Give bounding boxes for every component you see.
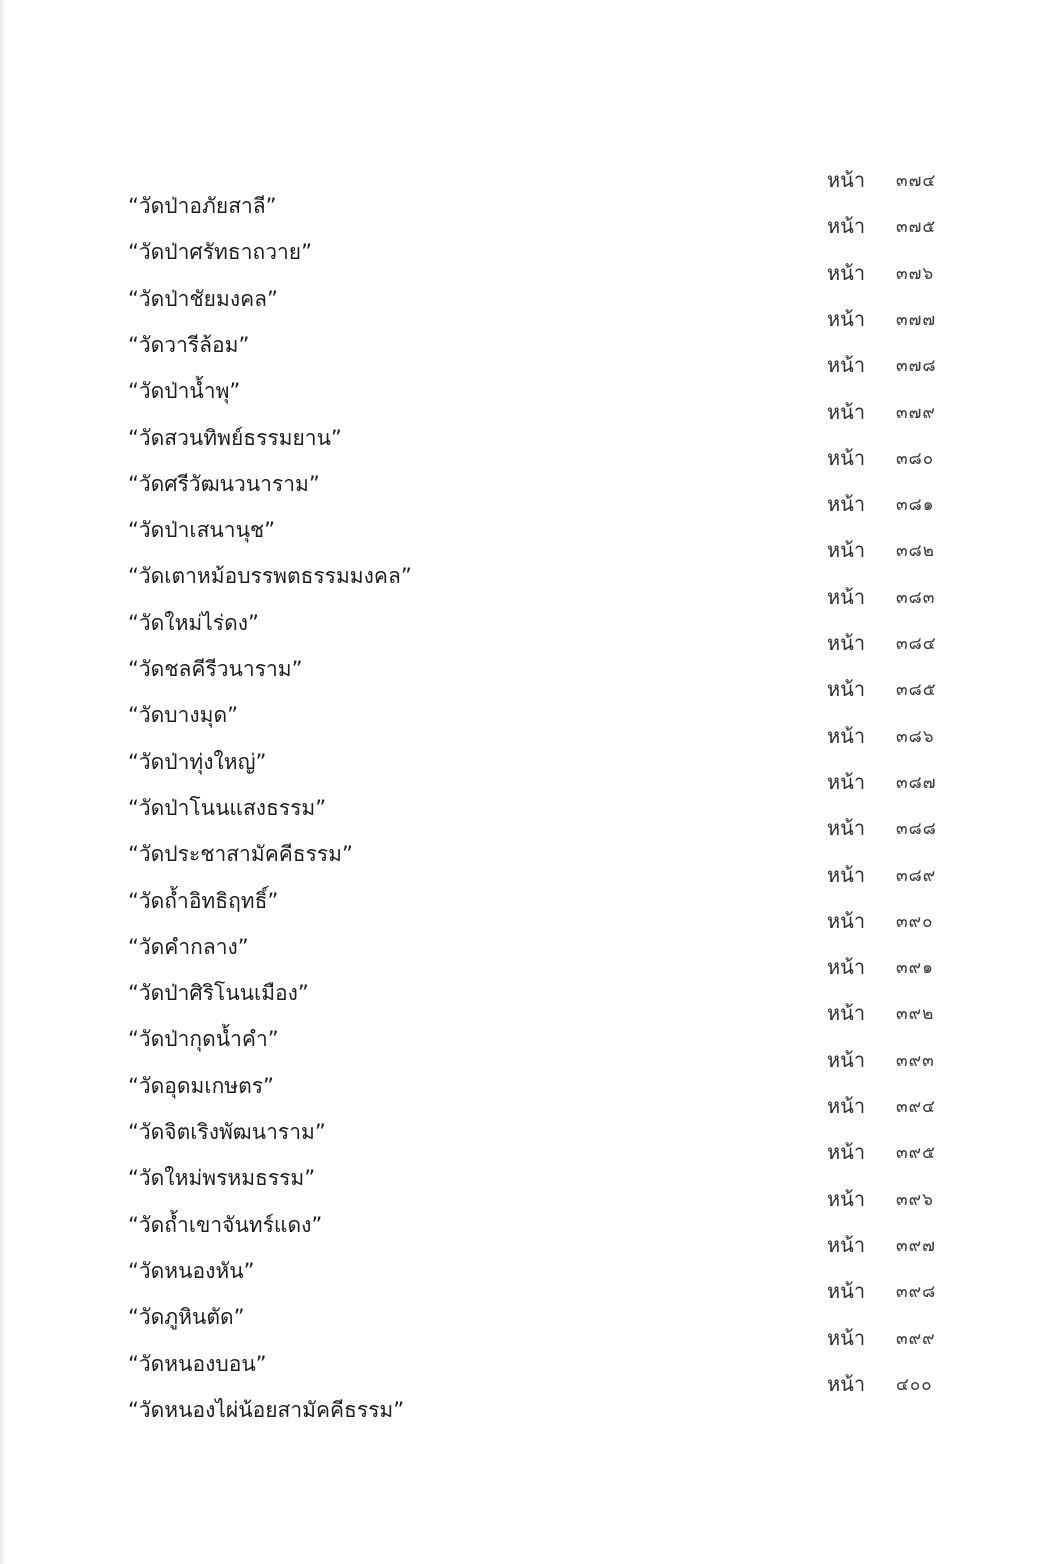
- toc-entry-page-label: หน้า: [827, 1140, 866, 1164]
- toc-entry-title: “วัดอุดมเกษตร”: [128, 1074, 274, 1098]
- toc-entry: [0, 863, 1047, 913]
- toc-entry: [0, 770, 1047, 820]
- toc-entry-page-label: หน้า: [827, 1094, 866, 1118]
- toc-entry: [0, 307, 1047, 357]
- toc-entry-page-number: ๓๙๙: [896, 1329, 936, 1349]
- toc-entry-page-label: หน้า: [827, 1048, 866, 1072]
- toc-entry-page-label: หน้า: [827, 909, 866, 933]
- toc-entry: [0, 816, 1047, 866]
- toc-entry-page-number: ๓๙๖: [896, 1190, 934, 1210]
- toc-entry-page-number: ๓๙๔: [896, 1097, 936, 1117]
- toc-entry-title: “วัดป่าศิริโนนเมือง”: [128, 981, 309, 1005]
- toc-entry-page-number: ๓๙๓: [896, 1051, 935, 1071]
- toc-entry: [0, 214, 1047, 264]
- toc-entry-page-number: ๔๐๐: [896, 1375, 933, 1395]
- toc-entry-page-label: หน้า: [827, 214, 866, 238]
- toc-entry: [0, 724, 1047, 774]
- toc-entry-page-number: ๓๘๕: [896, 680, 937, 700]
- toc-entry-page-label: หน้า: [827, 261, 866, 285]
- toc-entry: [0, 1279, 1047, 1329]
- toc-entry-page-label: หน้า: [827, 816, 866, 840]
- toc-entry-page-label: หน้า: [827, 446, 866, 470]
- toc-entry: [0, 955, 1047, 1005]
- toc-entry-page-number: ๓๗๖: [896, 264, 935, 284]
- toc-entry-page-number: ๓๘๘: [896, 819, 937, 839]
- toc-entry: [0, 261, 1047, 311]
- toc-entry-page-number: ๓๘๑: [896, 495, 935, 515]
- toc-entry: [0, 168, 1047, 218]
- toc-entry-title: “วัดหนองหัน”: [128, 1259, 255, 1283]
- toc-entry-title: “วัดภูหินตัด”: [128, 1305, 245, 1329]
- toc-entry-page-number: ๓๗๕: [896, 217, 937, 237]
- toc-entry-page-label: หน้า: [827, 724, 866, 748]
- toc-entry-page-label: หน้า: [827, 1187, 866, 1211]
- toc-entry: [0, 1048, 1047, 1098]
- toc-entry-page-number: ๓๙๕: [896, 1143, 936, 1163]
- toc-entry-title: “วัดประชาสามัคคีธรรม”: [128, 842, 353, 866]
- toc-entry-page-label: หน้า: [827, 1279, 866, 1303]
- toc-entry-title: “วัดจิตเริงพัฒนาราม”: [128, 1120, 326, 1144]
- toc-entry-page-label: หน้า: [827, 353, 866, 377]
- toc-entry-title: “วัดใหม่พรหมธรรม”: [128, 1166, 316, 1190]
- toc-entry-title: “วัดถ้ำเขาจันทร์แดง”: [128, 1213, 323, 1237]
- toc-entry: [0, 1233, 1047, 1283]
- toc-entry: [0, 446, 1047, 496]
- toc-entry-page-label: หน้า: [827, 863, 866, 887]
- toc-entry-page-number: ๓๘๐: [896, 449, 935, 469]
- toc-entry-page-label: หน้า: [827, 631, 866, 655]
- toc-entry-page-number: ๓๘๗: [896, 773, 937, 793]
- toc-entry-title: “วัดป่าเสนานุช”: [128, 518, 276, 542]
- toc-entry: [0, 1094, 1047, 1144]
- toc-entry-page-number: ๓๗๙: [896, 403, 936, 423]
- toc-entry-title: “วัดใหม่ไร่ดง”: [128, 611, 259, 635]
- toc-entry-page-label: หน้า: [827, 168, 866, 192]
- toc-entry: [0, 400, 1047, 450]
- toc-entry-page-label: หน้า: [827, 585, 866, 609]
- toc-entry-page-number: ๓๙๐: [896, 912, 934, 932]
- toc-entry: [0, 538, 1047, 588]
- toc-entry: [0, 353, 1047, 403]
- toc-entry-title: “วัดป่าอภัยสาลี”: [128, 194, 277, 218]
- toc-entry: [0, 1372, 1047, 1422]
- toc-entry-page-number: ๓๘๖: [896, 727, 935, 747]
- toc-entry-title: “วัดป่าโนนแสงธรรม”: [128, 796, 327, 820]
- toc-entry-page-number: ๓๗๔: [896, 171, 937, 191]
- toc-entry-page-number: ๓๘๓: [896, 588, 936, 608]
- toc-entry-page-number: ๓๙๘: [896, 1282, 937, 1302]
- toc-entry-page-number: ๓๘๔: [896, 634, 937, 654]
- toc-entry-page-label: หน้า: [827, 955, 866, 979]
- toc-entry-page-number: ๓๙๗: [896, 1236, 936, 1256]
- toc-entry: [0, 585, 1047, 635]
- toc-entry-page-label: หน้า: [827, 770, 866, 794]
- toc-entry-title: “วัดบางมุด”: [128, 703, 239, 727]
- toc-entry-title: “วัดชลคีรีวนาราม”: [128, 657, 303, 681]
- toc-entry-page-label: หน้า: [827, 400, 866, 424]
- toc-entry-page-label: หน้า: [827, 1001, 866, 1025]
- toc-entry: [0, 631, 1047, 681]
- toc-entry-page-label: หน้า: [827, 492, 866, 516]
- toc-entry-title: “วัดวารีล้อม”: [128, 333, 250, 357]
- toc-entry-title: “วัดป่าชัยมงคล”: [128, 287, 278, 311]
- toc-entry-title: “วัดป่าศรัทธาถวาย”: [128, 240, 312, 264]
- toc-entry-page-label: หน้า: [827, 677, 866, 701]
- toc-entry-title: “วัดคำกลาง”: [128, 935, 249, 959]
- toc-entry-title: “วัดสวนทิพย์ธรรมยาน”: [128, 426, 342, 450]
- toc-entry-page-number: ๓๗๘: [896, 356, 937, 376]
- toc-entry-title: “วัดเตาหม้อบรรพตธรรมมงคล”: [128, 564, 412, 588]
- toc-entry-page-number: ๓๙๑: [896, 958, 934, 978]
- toc-entry: [0, 1001, 1047, 1051]
- toc-entry-page-label: หน้า: [827, 307, 866, 331]
- toc-entry-title: “วัดป่าน้ำพุ”: [128, 379, 241, 403]
- toc-entry-page-label: หน้า: [827, 1372, 866, 1396]
- toc-entry-page-number: ๓๘๒: [896, 541, 935, 561]
- toc-entry: [0, 909, 1047, 959]
- toc-entry-page-label: หน้า: [827, 538, 866, 562]
- toc-entry: [0, 1187, 1047, 1237]
- toc-entry: [0, 1326, 1047, 1376]
- toc-entry-title: “วัดป่าทุ่งใหญ่”: [128, 750, 267, 774]
- toc-entry-title: “วัดถ้ำอิทธิฤทธิ์”: [128, 889, 279, 913]
- toc-entry-page-label: หน้า: [827, 1233, 866, 1257]
- toc-entry-title: “วัดศรีวัฒนวนาราม”: [128, 472, 320, 496]
- toc-entry-title: “วัดหนองไผ่น้อยสามัคคีธรรม”: [128, 1398, 405, 1422]
- toc-entry: [0, 677, 1047, 727]
- toc-entry-page-label: หน้า: [827, 1326, 866, 1350]
- toc-entry: [0, 1140, 1047, 1190]
- toc-entry-page-number: ๓๘๙: [896, 866, 937, 886]
- toc-entry-page-number: ๓๗๗: [896, 310, 937, 330]
- toc-entry-title: “วัดป่ากุดน้ำคำ”: [128, 1027, 279, 1051]
- toc-entry-title: “วัดหนองบอน”: [128, 1352, 267, 1376]
- toc-entry: [0, 492, 1047, 542]
- toc-entry-page-number: ๓๙๒: [896, 1004, 935, 1024]
